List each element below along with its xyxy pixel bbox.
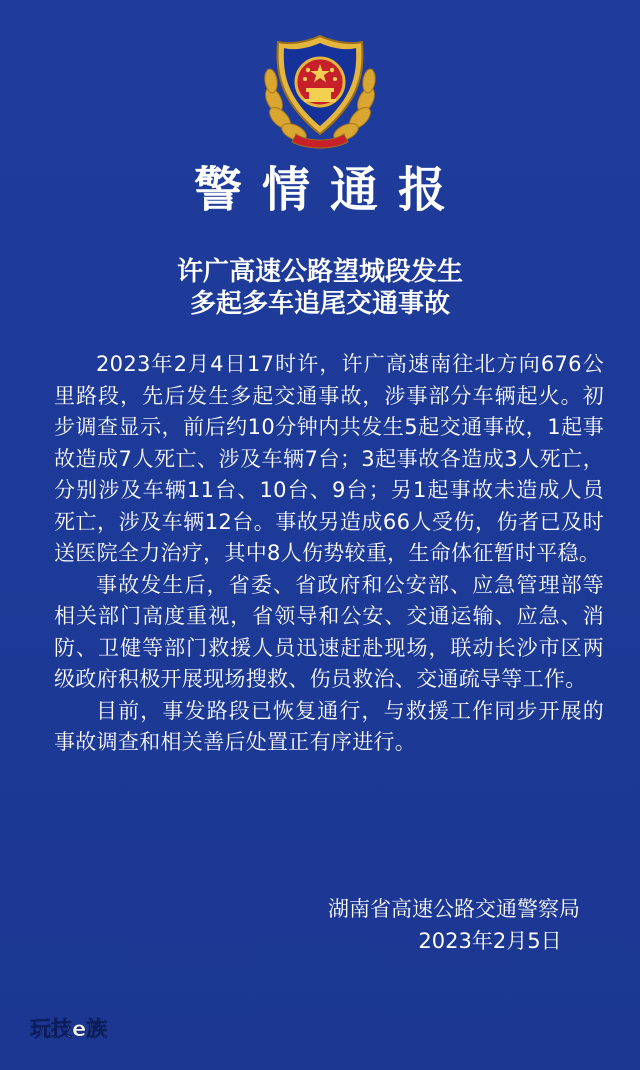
police-emblem-icon	[258, 30, 382, 152]
issuing-organization: 湖南省高速公路交通警察局	[328, 897, 580, 921]
notice-subtitle-line-1: 许广高速公路望城段发生	[176, 257, 463, 287]
notice-paragraph-2: 事故发生后，省委、省政府和公安部、应急管理部等相关部门高度重视，省领导和公安、交通运输、应急、消防、卫健等部门救援人员迅速赶赴现场，联动长沙市区两级政府积极开展现场搜救、伤员救治、交通疏导等工作。	[54, 572, 604, 691]
notice-paragraph-3: 目前，事发路段已恢复通行，与救援工作同步开展的事故调查和相关善后处置正有序进行。	[54, 698, 604, 754]
watermark-logo	[28, 1013, 158, 1043]
notice-headline: 警情通报	[193, 162, 466, 218]
notice-subtitle-line-2: 多起多车追尾交通事故	[189, 289, 450, 319]
issue-date: 2023年2月5日	[418, 929, 562, 953]
notice-paragraph-1: 2023年2月4日17时许，许广高速南往北方向676公里路段，先后发生多起交通事故，涉事部分车辆起火。初步调查显示，前后约10分钟内共发生5起交通事故，1起事故造成7人死亡、涉及车辆7台；3起事故各造成3人死亡，分别涉及车辆11台、10台、9台；另1起事故未造成人员死亡，涉及车辆12台。事故另造成66人受伤，伤者已及时送医院全力治疗，其中8人伤势较重，生命体征暂时平稳。	[54, 352, 604, 565]
watermark-text: 玩技e族	[30, 1017, 108, 1041]
notice-body	[54, 349, 604, 759]
